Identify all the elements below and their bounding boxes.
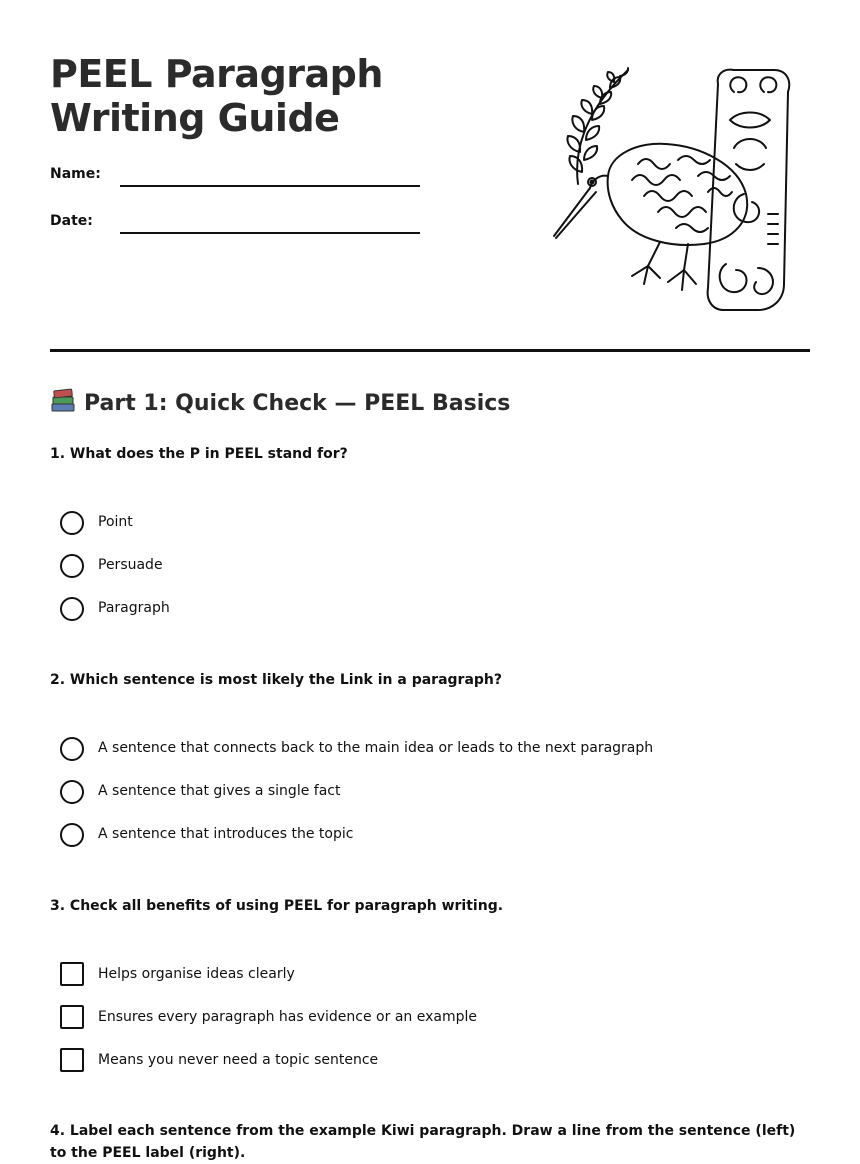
q3-option-evidence[interactable] — [60, 1006, 800, 1032]
page-title: PEEL Paragraph Writing Guide — [50, 52, 383, 140]
option-label: Means you never need a topic sentence — [98, 1052, 379, 1068]
radio-button[interactable] — [60, 511, 84, 535]
option-label: Helps organise ideas clearly — [98, 966, 295, 982]
option-label: Paragraph — [98, 600, 170, 616]
option-label: Point — [98, 514, 133, 530]
radio-button[interactable] — [60, 823, 84, 847]
q1-option-persuade[interactable] — [60, 554, 800, 580]
q2-option-introduces[interactable] — [60, 823, 800, 849]
checkbox[interactable] — [60, 1005, 84, 1029]
option-label: A sentence that connects back to the main idea or leads to the next paragraph — [98, 740, 654, 756]
option-label: A sentence that introduces the topic — [98, 826, 354, 842]
books-icon — [50, 388, 76, 423]
name-input-line[interactable] — [120, 185, 420, 187]
header-divider — [50, 349, 810, 352]
q2-option-single-fact[interactable] — [60, 780, 800, 806]
option-label: Ensures every paragraph has evidence or an example — [98, 1009, 477, 1025]
date-input-line[interactable] — [120, 232, 420, 234]
section-title-text: Part 1: Quick Check — PEEL Basics — [84, 391, 511, 416]
section-heading-part1 — [50, 388, 510, 423]
question-1: 1. What does the P in PEEL stand for? — [50, 446, 348, 462]
name-label: Name: — [50, 166, 101, 182]
radio-button[interactable] — [60, 554, 84, 578]
date-field[interactable] — [50, 212, 430, 236]
kiwi-bird-illustration — [548, 64, 796, 314]
q1-option-point[interactable] — [60, 511, 800, 537]
question-2: 2. Which sentence is most likely the Link in a paragraph? — [50, 672, 502, 688]
radio-button[interactable] — [60, 780, 84, 804]
q1-option-paragraph[interactable] — [60, 597, 800, 623]
name-field[interactable] — [50, 165, 430, 189]
checkbox[interactable] — [60, 1048, 84, 1072]
q3-option-organise[interactable] — [60, 963, 800, 989]
q3-option-topic-sentence[interactable] — [60, 1049, 800, 1075]
radio-button[interactable] — [60, 737, 84, 761]
radio-button[interactable] — [60, 597, 84, 621]
option-label: Persuade — [98, 557, 163, 573]
checkbox[interactable] — [60, 962, 84, 986]
question-3: 3. Check all benefits of using PEEL for paragraph writing. — [50, 898, 504, 914]
q2-option-connects[interactable] — [60, 737, 800, 763]
question-4: 4. Label each sentence from the example Kiwi paragraph. Draw a line from the sentence (left) to the PEEL label (right). — [50, 1123, 796, 1161]
date-label: Date: — [50, 213, 93, 229]
option-label: A sentence that gives a single fact — [98, 783, 341, 799]
